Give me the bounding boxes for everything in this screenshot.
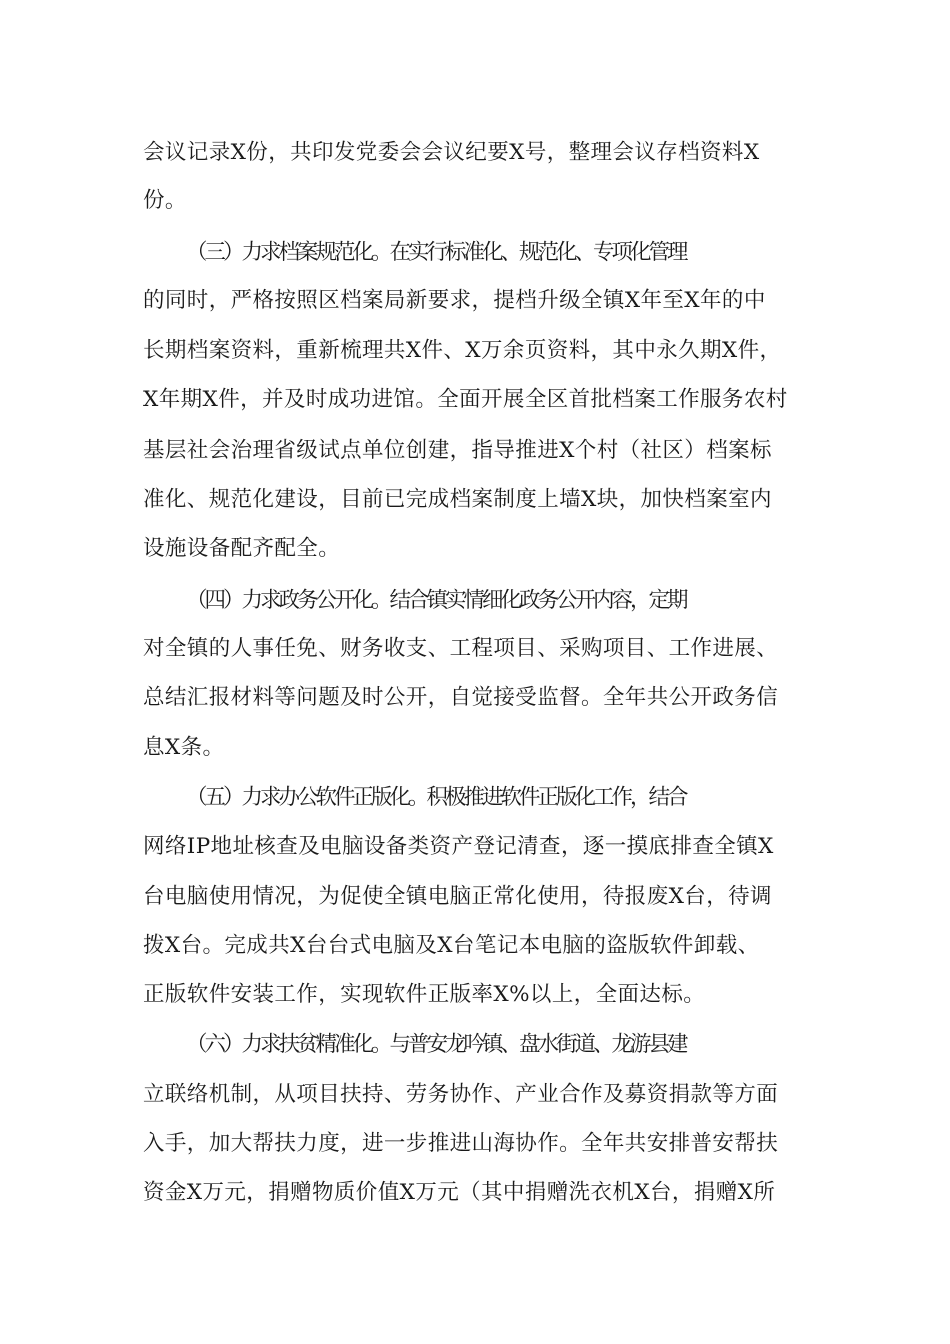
text-line: 总结汇报材料等问题及时公开，自觉接受监督。全年共公开政务信 (143, 685, 779, 710)
text-line: 资金X万元，捐赠物质价值X万元（其中捐赠洗衣机X台，捐赠X所 (143, 1180, 776, 1205)
text-line: 入手，加大帮扶力度，进一步推进山海协作。全年共安排普安帮扶 (143, 1131, 779, 1156)
paragraph-heading-3: （三）力求档案规范化。在实行标准化、规范化、专项化管理 (186, 240, 686, 265)
text-line: 设施设备配齐配全。 (143, 536, 341, 561)
paragraph-heading-4: （四）力求政务公开化。结合镇实情细化政务公开内容，定期 (186, 588, 686, 613)
text-line: 息X条。 (143, 735, 225, 760)
text-line: 长期档案资料，重新梳理共X件、X万余页资料，其中永久期X件， (143, 338, 782, 363)
text-line: 拨X台。完成共X台台式电脑及X台笔记本电脑的盗版软件卸载、 (143, 933, 760, 958)
paragraph-heading-5: （五）力求办公软件正版化。积极推进软件正版化工作，结合 (186, 785, 686, 810)
text-line: 份。 (143, 188, 187, 213)
text-line: 准化、规范化建设，目前已完成档案制度上墙X块，加快档案室内 (143, 487, 772, 512)
paragraph-heading-6: （六）力求扶贫精准化。与普安龙吟镇、盘水街道、龙游县建 (186, 1032, 686, 1057)
text-line: 正版软件安装工作，实现软件正版率X%以上，全面达标。 (143, 982, 706, 1007)
text-line: 网络IP地址核查及电脑设备类资产登记清查，逐一摸底排查全镇X (143, 834, 774, 859)
text-line: X年期X件，并及时成功进馆。全面开展全区首批档案工作服务农村 (143, 387, 788, 412)
text-line: 会议记录X份，共印发党委会会议纪要X号，整理会议存档资料X (143, 140, 760, 165)
text-line: 基层社会治理省级试点单位创建，指导推进X个村（社区）档案标 (143, 438, 772, 463)
text-line: 对全镇的人事任免、财务收支、工程项目、采购项目、工作进展、 (143, 636, 779, 661)
text-line: 立联络机制，从项目扶持、劳务协作、产业合作及募资捐款等方面 (143, 1082, 779, 1107)
text-line: 的同时，严格按照区档案局新要求，提档升级全镇X年至X年的中 (143, 288, 766, 313)
text-line: 台电脑使用情况，为促使全镇电脑正常化使用，待报废X台，待调 (143, 884, 772, 909)
